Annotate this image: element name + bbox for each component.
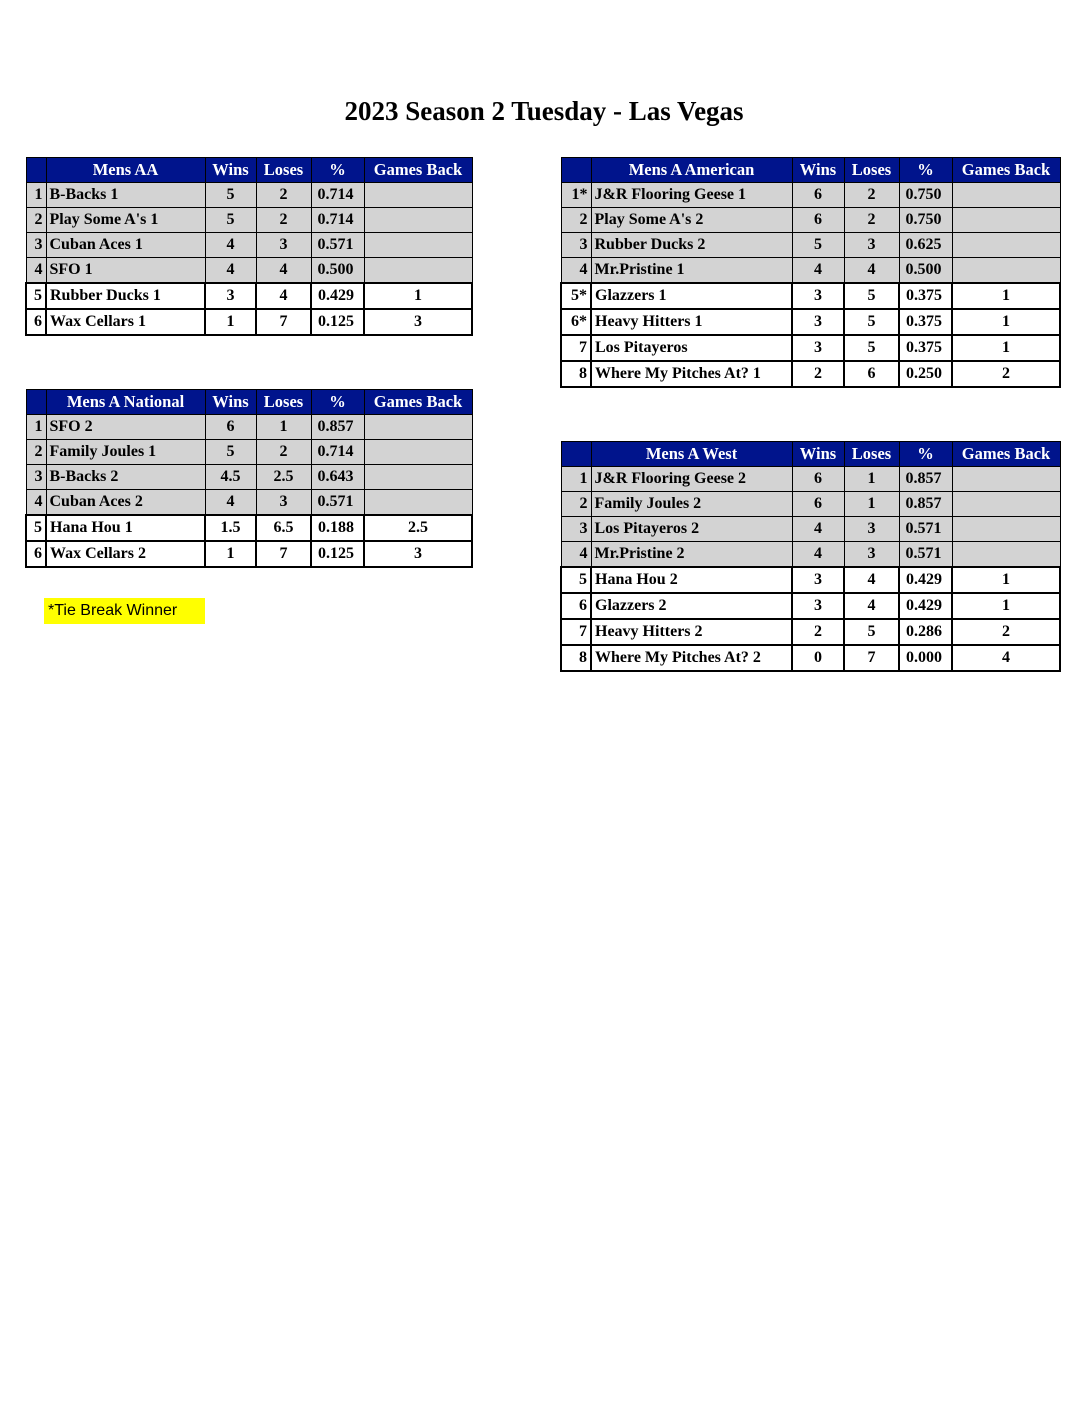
games-back-value: 2 <box>952 619 1060 645</box>
games-back-value: 2.5 <box>364 515 472 541</box>
games-back-value <box>364 258 472 284</box>
loses-value: 3 <box>844 517 899 542</box>
team-name: Glazzers 1 <box>591 283 792 309</box>
team-name: Rubber Ducks 2 <box>591 233 792 258</box>
loses-value: 6 <box>844 361 899 387</box>
games-back-value: 1 <box>952 309 1060 335</box>
rank-header <box>26 390 46 415</box>
team-name: Mr.Pristine 1 <box>591 258 792 284</box>
wins-value: 6 <box>205 415 256 440</box>
games-back-value: 1 <box>364 283 472 309</box>
team-name: Cuban Aces 1 <box>46 233 205 258</box>
team-rank: 7 <box>561 619 591 645</box>
pct-value: 0.500 <box>311 258 364 284</box>
team-rank: 3 <box>26 465 46 490</box>
games-back-header: Games Back <box>952 442 1060 467</box>
table-row <box>26 515 472 541</box>
wins-value: 2 <box>792 361 844 387</box>
standings-table-mens-a-american <box>560 157 1061 388</box>
loses-value: 7 <box>844 645 899 671</box>
wins-value: 4 <box>792 517 844 542</box>
games-back-value <box>952 467 1060 492</box>
games-back-value <box>364 183 472 208</box>
wins-value: 3 <box>792 335 844 361</box>
loses-value: 4 <box>844 567 899 593</box>
games-back-value <box>364 208 472 233</box>
pct-value: 0.286 <box>899 619 952 645</box>
wins-value: 1 <box>205 309 256 335</box>
games-back-value: 1 <box>952 335 1060 361</box>
team-rank: 1 <box>26 415 46 440</box>
pct-value: 0.750 <box>899 208 952 233</box>
tie-break-legend: *Tie Break Winner <box>44 598 205 624</box>
pct-value: 0.375 <box>899 309 952 335</box>
games-back-value <box>364 465 472 490</box>
wins-value: 5 <box>205 208 256 233</box>
wins-value: 2 <box>792 619 844 645</box>
pct-header: % <box>899 442 952 467</box>
games-back-value: 3 <box>364 541 472 567</box>
pct-value: 0.429 <box>899 567 952 593</box>
team-rank: 5 <box>26 283 46 309</box>
pct-value: 0.571 <box>899 542 952 568</box>
pct-value: 0.375 <box>899 335 952 361</box>
standings-table-mens-a-national <box>25 389 473 568</box>
loses-header: Loses <box>844 158 899 183</box>
team-rank: 5* <box>561 283 591 309</box>
table-row <box>561 233 1060 258</box>
team-rank: 7 <box>561 335 591 361</box>
wins-value: 4 <box>205 233 256 258</box>
team-rank: 2 <box>561 208 591 233</box>
games-back-value <box>952 233 1060 258</box>
loses-header: Loses <box>844 442 899 467</box>
wins-value: 6 <box>792 492 844 517</box>
team-rank: 3 <box>561 233 591 258</box>
rank-header <box>561 158 591 183</box>
team-name: Rubber Ducks 1 <box>46 283 205 309</box>
pct-value: 0.857 <box>311 415 364 440</box>
pct-value: 0.250 <box>899 361 952 387</box>
wins-value: 5 <box>205 440 256 465</box>
wins-header: Wins <box>205 158 256 183</box>
pct-value: 0.714 <box>311 208 364 233</box>
loses-value: 3 <box>844 233 899 258</box>
team-name: Mr.Pristine 2 <box>591 542 792 568</box>
pct-value: 0.571 <box>311 490 364 516</box>
pct-value: 0.000 <box>899 645 952 671</box>
team-rank: 4 <box>26 490 46 516</box>
loses-value: 5 <box>844 619 899 645</box>
loses-value: 7 <box>256 309 311 335</box>
team-rank: 3 <box>26 233 46 258</box>
wins-value: 4.5 <box>205 465 256 490</box>
team-rank: 8 <box>561 361 591 387</box>
pct-value: 0.500 <box>899 258 952 284</box>
team-rank: 2 <box>561 492 591 517</box>
table-row <box>561 492 1060 517</box>
loses-value: 2 <box>256 208 311 233</box>
loses-value: 4 <box>844 258 899 284</box>
games-back-value <box>952 258 1060 284</box>
team-rank: 6 <box>26 541 46 567</box>
team-rank: 3 <box>561 517 591 542</box>
games-back-value <box>952 542 1060 568</box>
table-row <box>561 517 1060 542</box>
team-rank: 2 <box>26 208 46 233</box>
pct-value: 0.714 <box>311 440 364 465</box>
pct-header: % <box>311 390 364 415</box>
games-back-value <box>364 233 472 258</box>
wins-value: 0 <box>792 645 844 671</box>
loses-value: 5 <box>844 309 899 335</box>
table-row <box>561 593 1060 619</box>
loses-value: 4 <box>256 283 311 309</box>
pct-value: 0.429 <box>311 283 364 309</box>
wins-value: 4 <box>205 258 256 284</box>
division-name: Mens A American <box>591 158 792 183</box>
team-rank: 4 <box>26 258 46 284</box>
team-name: Heavy Hitters 1 <box>591 309 792 335</box>
wins-header: Wins <box>792 442 844 467</box>
loses-header: Loses <box>256 390 311 415</box>
games-back-value <box>952 492 1060 517</box>
team-rank: 6* <box>561 309 591 335</box>
team-name: Glazzers 2 <box>591 593 792 619</box>
team-rank: 8 <box>561 645 591 671</box>
standings-table-mens-a-west <box>560 441 1061 672</box>
games-back-value: 1 <box>952 593 1060 619</box>
table-row <box>561 567 1060 593</box>
loses-value: 5 <box>844 335 899 361</box>
games-back-value: 2 <box>952 361 1060 387</box>
table-row <box>561 361 1060 387</box>
team-name: Heavy Hitters 2 <box>591 619 792 645</box>
wins-value: 3 <box>792 567 844 593</box>
games-back-value <box>364 490 472 516</box>
loses-value: 1 <box>844 492 899 517</box>
table-row <box>26 541 472 567</box>
loses-value: 7 <box>256 541 311 567</box>
wins-value: 5 <box>205 183 256 208</box>
table-row <box>26 208 472 233</box>
games-back-header: Games Back <box>364 390 472 415</box>
loses-value: 3 <box>256 233 311 258</box>
team-rank: 5 <box>26 515 46 541</box>
table-row <box>561 309 1060 335</box>
wins-value: 1 <box>205 541 256 567</box>
team-name: Where My Pitches At? 1 <box>591 361 792 387</box>
games-back-value: 4 <box>952 645 1060 671</box>
table-row <box>26 440 472 465</box>
team-rank: 6 <box>561 593 591 619</box>
table-row <box>26 465 472 490</box>
table-row <box>561 283 1060 309</box>
team-rank: 1 <box>561 467 591 492</box>
pct-value: 0.643 <box>311 465 364 490</box>
team-rank: 6 <box>26 309 46 335</box>
team-rank: 4 <box>561 542 591 568</box>
pct-header: % <box>311 158 364 183</box>
table-row <box>561 335 1060 361</box>
team-name: Wax Cellars 2 <box>46 541 205 567</box>
pct-value: 0.625 <box>899 233 952 258</box>
team-name: SFO 1 <box>46 258 205 284</box>
table-row <box>26 283 472 309</box>
wins-value: 4 <box>792 542 844 568</box>
team-rank: 5 <box>561 567 591 593</box>
table-row <box>561 542 1060 568</box>
pct-value: 0.750 <box>899 183 952 208</box>
wins-value: 5 <box>792 233 844 258</box>
pct-value: 0.188 <box>311 515 364 541</box>
wins-header: Wins <box>205 390 256 415</box>
games-back-value <box>364 415 472 440</box>
team-name: Where My Pitches At? 2 <box>591 645 792 671</box>
wins-value: 6 <box>792 467 844 492</box>
loses-value: 2 <box>256 440 311 465</box>
table-row <box>26 309 472 335</box>
games-back-value <box>952 517 1060 542</box>
team-name: Play Some A's 2 <box>591 208 792 233</box>
team-rank: 1 <box>26 183 46 208</box>
wins-value: 1.5 <box>205 515 256 541</box>
division-name: Mens AA <box>46 158 205 183</box>
team-name: SFO 2 <box>46 415 205 440</box>
wins-value: 3 <box>792 593 844 619</box>
loses-value: 3 <box>256 490 311 516</box>
page-title: 2023 Season 2 Tuesday - Las Vegas <box>344 96 744 126</box>
pct-value: 0.857 <box>899 467 952 492</box>
team-name: Family Joules 1 <box>46 440 205 465</box>
wins-value: 4 <box>792 258 844 284</box>
pct-value: 0.571 <box>899 517 952 542</box>
standings-table-mens-aa <box>25 157 473 336</box>
pct-value: 0.714 <box>311 183 364 208</box>
wins-value: 3 <box>792 283 844 309</box>
team-name: Hana Hou 2 <box>591 567 792 593</box>
wins-value: 6 <box>792 183 844 208</box>
table-row <box>26 233 472 258</box>
loses-value: 2 <box>256 183 311 208</box>
table-row <box>561 183 1060 208</box>
team-rank: 2 <box>26 440 46 465</box>
games-back-value: 3 <box>364 309 472 335</box>
rank-header <box>561 442 591 467</box>
loses-value: 1 <box>844 467 899 492</box>
loses-value: 5 <box>844 283 899 309</box>
wins-value: 6 <box>792 208 844 233</box>
loses-value: 1 <box>256 415 311 440</box>
pct-value: 0.375 <box>899 283 952 309</box>
wins-header: Wins <box>792 158 844 183</box>
pct-value: 0.857 <box>899 492 952 517</box>
table-row <box>561 467 1060 492</box>
pct-value: 0.571 <box>311 233 364 258</box>
team-name: Los Pitayeros <box>591 335 792 361</box>
wins-value: 3 <box>205 283 256 309</box>
loses-header: Loses <box>256 158 311 183</box>
division-name: Mens A West <box>591 442 792 467</box>
table-row <box>26 258 472 284</box>
wins-value: 3 <box>792 309 844 335</box>
team-rank: 1* <box>561 183 591 208</box>
pct-value: 0.125 <box>311 309 364 335</box>
games-back-value <box>952 183 1060 208</box>
pct-value: 0.429 <box>899 593 952 619</box>
games-back-value: 1 <box>952 283 1060 309</box>
table-row <box>561 619 1060 645</box>
team-name: J&R Flooring Geese 1 <box>591 183 792 208</box>
division-name: Mens A National <box>46 390 205 415</box>
table-row <box>561 258 1060 284</box>
games-back-value: 1 <box>952 567 1060 593</box>
table-row <box>26 415 472 440</box>
games-back-value <box>952 208 1060 233</box>
pct-value: 0.125 <box>311 541 364 567</box>
team-name: J&R Flooring Geese 2 <box>591 467 792 492</box>
team-name: Wax Cellars 1 <box>46 309 205 335</box>
team-name: B-Backs 1 <box>46 183 205 208</box>
table-row <box>561 208 1060 233</box>
games-back-header: Games Back <box>364 158 472 183</box>
loses-value: 6.5 <box>256 515 311 541</box>
team-name: Play Some A's 1 <box>46 208 205 233</box>
table-row <box>26 490 472 516</box>
loses-value: 4 <box>256 258 311 284</box>
loses-value: 2 <box>844 208 899 233</box>
games-back-value <box>364 440 472 465</box>
pct-header: % <box>899 158 952 183</box>
loses-value: 3 <box>844 542 899 568</box>
team-name: Cuban Aces 2 <box>46 490 205 516</box>
rank-header <box>26 158 46 183</box>
team-name: Hana Hou 1 <box>46 515 205 541</box>
loses-value: 2 <box>844 183 899 208</box>
table-row <box>561 645 1060 671</box>
team-name: Los Pitayeros 2 <box>591 517 792 542</box>
table-row <box>26 183 472 208</box>
team-rank: 4 <box>561 258 591 284</box>
team-name: Family Joules 2 <box>591 492 792 517</box>
loses-value: 2.5 <box>256 465 311 490</box>
team-name: B-Backs 2 <box>46 465 205 490</box>
loses-value: 4 <box>844 593 899 619</box>
games-back-header: Games Back <box>952 158 1060 183</box>
wins-value: 4 <box>205 490 256 516</box>
